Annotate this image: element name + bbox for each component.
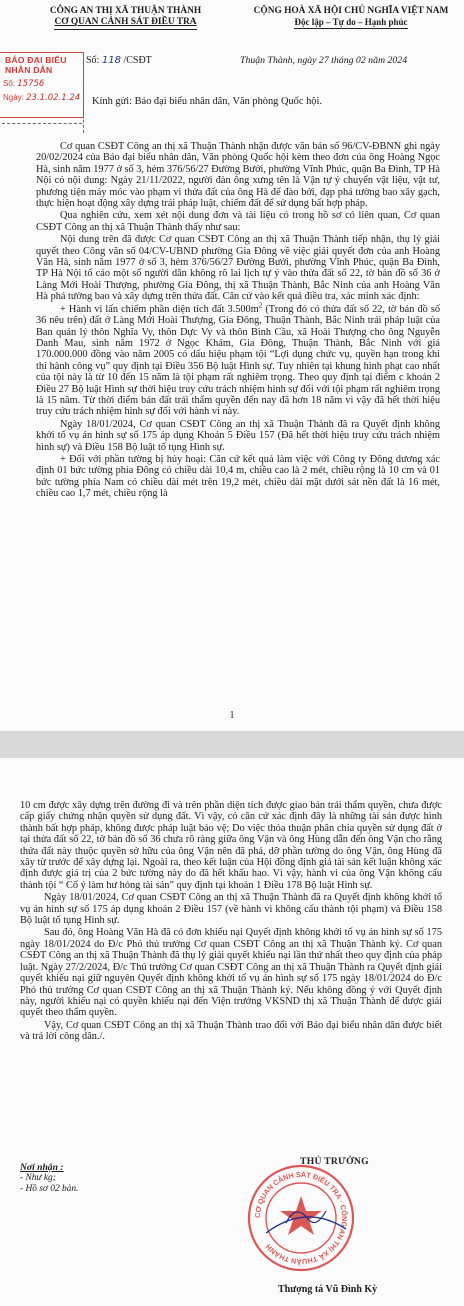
recipient-item: - Hồ sơ 02 bản. [20,1184,79,1194]
paragraph: Cơ quan CSĐT Công an thị xã Thuận Thành nhận được văn bản số 96/CV-ĐBNN ghi ngày 20/02/2024 của Báo đại biểu nhân dân, Văn phòng Quốc hội kèm theo đơn của ông Hoàng Ngọc Hà, sinh năm 1977 ở số 3, hẻm 376/56/27 Đường Bưởi, phường Vĩnh Phúc, quận Ba Đình, TP Hà Nội có nội dung: Ngày 21/11/2022, người đàn ông xưng tên là Vận tự ý chuyển vật liệu, vật tư, phương tiện máy móc vào phạm vi thửa đất của ông Hà để đào bới, đạp phá tường bao xây gạch, thực hiện hoạt động xây dựng trái pháp luật, chiếm đất để sử dụng bất hợp pháp. [36,141,440,210]
superscript: 2 [258,301,263,310]
doc-number-suffix: /CSĐT [123,55,152,66]
paragraph: Qua nghiên cứu, xem xét nội dung đơn và tài liệu có trong hồ sơ có liên quan, Cơ quan CSĐT Công an thị xã Thuận Thành thấy như sau: [36,210,440,233]
doc-number-handwritten: 118 [101,55,121,66]
paragraph: + Đối với phần tường bị hủy hoại: Căn cứ kết quả làm việc với Công ty Đông dương xác định 01 bức tường phía Đông có chiều dài 10,4 m, chiều cao là 2 mét, chiều rộng là 10 cm và 01 bức tường phía Nam có chiều dài mét trên 19,2 mét, chiều dài mặt dưới sát nền đất là 16 mét, chiều cao 1,7 mét, chiều rộng là [36,453,440,500]
issuing-agency-header [18,6,233,30]
paragraph-text: (Trong đó có thửa đất số 22, tờ bản đồ số 36 nêu trên) đất ở Làng Mới Hoài Thượng, Gia Đông, Thuận Thành, Bắc Ninh trái pháp luật của Ban quản lý thôn Nghĩa Vy, thôn Dực Vy và thôn Bình Cầu, xã Hoài Thượng cho ông Nguyễn Danh Mau, sinh năm 1972 ở Ngọc Khám, Gia Đông, Thuận Thành, Bắc Ninh với giá 170.000.000 đồng vào năm 2005 có dấu hiệu phạm tội “Lợi dụng chức vụ, quyền hạn trong khi thi hành công vụ” quy định tại Điều 356 Bộ luật Hình sự. Tuy nhiên tại khung hình phạt cao nhất của tội này là từ 10 đến 15 năm là tội phạm rất nghiêm trọng. Theo quy định tại điểm c khoản 2 Điều 27 Bộ luật Hình sự thời hiệu truy cứu trách nhiệm hình sự đối với tội phạm rất nghiêm trọng là 15 năm. Từ thời điểm bán đất trái thẩm quyền đến nay đã hơn 18 năm vì vậy đã hết thời hiệu truy cứu trách nhiệm hình sự đối với hành vi này. [36,303,440,418]
signer-name: Thượng tá Vũ Đình Kỳ [278,1284,378,1295]
date-line: Thuận Thành, ngày 27 tháng 02 năm 2024 [240,55,408,66]
stamp-number-label: Số: [3,79,16,88]
document-number [86,55,152,66]
stamp-title: BÁO ĐẠI BIỂU NHÂN DÂN [5,55,67,75]
recipient-item: - Như kg; [20,1173,56,1183]
stamp-date-label: Ngày: [3,93,24,102]
signer-title: THỦ TRƯỞNG [300,1156,369,1167]
letter-body-page-2 [20,800,442,1044]
divider-dotted [2,123,82,124]
stamp-date-value: 23.1.02.1.24 [26,93,81,103]
recipients-block [20,1162,78,1195]
nation-title: CỘNG HOÀ XÃ HỘI CHỦ NGHĨA VIỆT NAM [253,6,449,16]
doc-number-prefix: Số: [86,55,100,66]
paragraph-land-encroachment [36,301,440,418]
paragraph: Nội dung trên đã được Cơ quan CSĐT Công an thị xã Thuận Thành tiếp nhận, thụ lý giải quyết theo Công văn số 04/CV-UBND phường Gia Đông về việc giải quyết đơn của anh Hoàng Văn Hà, sinh năm 1977 ở số 3, hẻm 376/56/27 Đường Bưởi, phường Vĩnh Phúc, quận Ba Đình, TP Hà Nội tố cáo một số người dân không rõ lai lịch tự ý vào thửa đất số 22, tờ bản đồ số 36 ở Làng Mới Hoài Thượng, phường Gia Đông, thị xã Thuận Thành, Bắc Ninh của anh Hoàng Văn Hà phá tường bao và xây dựng trên thửa đất. Căn cứ vào kết quả điều tra, xác minh xác định: [36,234,440,303]
national-motto: Độc lập – Tự do – Hạnh phúc [294,17,408,27]
official-seal-icon [246,1163,356,1273]
document-page-2 [0,758,464,1306]
paragraph: Sau đó, ông Hoàng Văn Hà đã có đơn khiếu nại Quyết định không khởi tố vụ án hình sự số 175 ngày 18/01/2024 do Đ/c Phó thủ trưởng Cơ quan CSĐT Công an thị xã Thuận Thành ký. Cơ quan CSĐT Công an thị xã Thuận Thành đã thụ lý giải quyết khiếu nại lần thứ nhất theo quy định của pháp luật. Ngày 27/2/2024, Đ/c Thủ trưởng Cơ quan CSĐT Công an thị xã Thuận Thành ra Quyết định giải quyết khiếu nại giữ nguyên Quyết định không khởi tố vụ án hình sự số 175 ngày 18/01/2024 do Đ/c Phó thủ trưởng Cơ quan CSĐT Công an thị xã Thuận Thành ký. Nếu không đồng ý với Quyết định này, người khiếu nại có quyền khiếu nại đến Viện trưởng VKSND thị xã Thuận Thành để được giải quyết theo thẩm quyền. [20,927,442,1019]
recipient-line: Kính gửi: Báo đại biểu nhân dân, Văn phòng Quốc hội. [92,96,322,107]
paragraph: Ngày 18/01/2024, Cơ quan CSĐT Công an thị xã Thuận Thành đã ra Quyết định không khởi tố vụ án hình sự số 175 áp dụng khoản 2 Điều 157 (về hành vi không cấu thành tội phạm) và Điều 158 Bộ luật tố tụng Hình sự. [20,892,442,927]
agency-line-2: CƠ QUAN CẢNH SÁT ĐIỀU TRA [54,17,196,30]
paragraph: Vậy, Cơ quan CSĐT Công an thị xã Thuận Thành trao đổi với Báo đại biểu nhân dân được biết và trả lời công dân./. [20,1019,442,1043]
divider-vertical [83,83,85,133]
agency-line-1: CÔNG AN THỊ XÃ THUẬN THÀNH [49,6,202,16]
page-separator [0,731,464,758]
national-header [244,6,458,29]
stamp-number-value: 15756 [17,79,45,89]
letter-body-page-1 [36,141,440,501]
paragraph-text: + Hành vi lấn chiếm phần diện tích đất 3.500m [60,303,259,315]
paragraph: Ngày 18/01/2024, Cơ quan CSĐT Công an thị xã Thuận Thành đã ra Quyết định không khởi tố vụ án hình sự số 175 áp dụng Khoản 5 Điều 157 (Đã hết thời hiệu truy cứu trách nhiệm hình sự) và Điều 158 Bộ luật tố tụng Hình sự. [36,418,440,453]
recipients-heading: Nơi nhận : [20,1162,64,1173]
paragraph: 10 cm được xây dựng trên đường đi và trên phần diện tích được giao bán trái thẩm quyền, chưa được cấp giấy chứng nhận quyền sử dụng đất. Vì vậy, có căn cứ xác định đây là những tài sản được hình thành bất hợp pháp, không được pháp luật bảo vệ; Do việc thỏa thuận phân chia quyền sử dụng đất ở tại thửa đất số 22, tờ bản đồ số 36 chưa rõ ràng giữa ông Vận và ông Hùng dẫn đến ông Vận cho rằng thửa đất này thuộc quyền sở hữu của ông Vận nên đã phá, dỡ phần tường do ông Vận, ông Hùng đã xây từ trước để xây dựng lại. Ngoài ra, theo kết luận của Hội đồng định giá tài sản kết luận không xác định được giá trị của 2 bức tường này do đã hết khấu hao. Vì vậy, hành vi của ông Vận không cấu thành tội “ Cố ý làm hư hỏng tài sản” quy định tại khoản 1 Điều 178 Bộ luật Hình sự. [20,800,442,891]
seal-text: CƠ QUAN CẢNH SÁT ĐIỀU TRA · CÔNG AN THỊ XÃ THUẬN THÀNH [252,1169,350,1267]
received-stamp [0,52,84,118]
page-number: 1 [229,710,235,721]
